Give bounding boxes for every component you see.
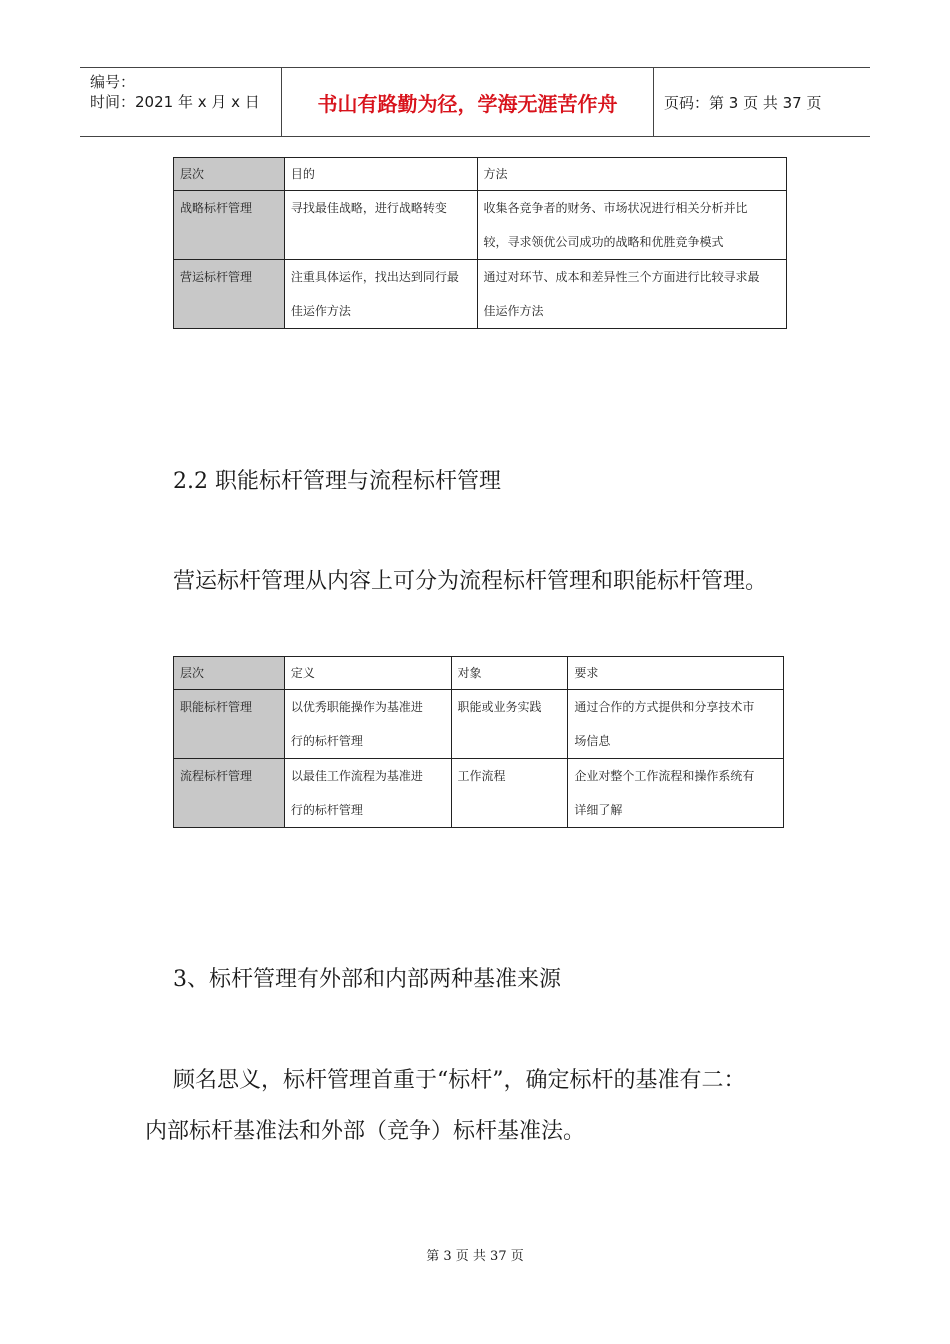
table-row [174, 690, 784, 759]
paragraph-benchmark-source-line-1: 顾名思义，标杆管理首重于“标杆”，确定标杆的基准有二： [173, 1068, 746, 1093]
cell-line: 以优秀职能操作为基准进 [290, 700, 423, 714]
table-header-cell: 要求 [568, 657, 784, 690]
cell-line: 较，寻求领优公司成功的战略和优胜竞争模式 [483, 235, 724, 249]
table-cell-level: 流程标杆管理 [174, 759, 285, 828]
table-header-cell: 层次 [174, 657, 285, 690]
paragraph-benchmark-source-line-2: 内部标杆基准法和外部（竞争）标杆基准法。 [145, 1119, 586, 1144]
table-cell-definition [284, 690, 451, 759]
cell-line: 行的标杆管理 [290, 734, 363, 748]
page-footer: 第 3 页 共 37 页 [426, 1249, 524, 1264]
table-cell-level: 营运标杆管理 [174, 260, 285, 329]
cell-line: 注重具体运作，找出达到同行最 [290, 270, 459, 284]
table-cell-level: 职能标杆管理 [174, 690, 285, 759]
table-cell-level: 战略标杆管理 [174, 191, 285, 260]
cell-line: 企业对整个工作流程和操作系统有 [574, 769, 755, 783]
table-header-cell: 定义 [284, 657, 451, 690]
table-header-cell: 方法 [477, 158, 786, 191]
table-header-row [174, 657, 784, 690]
table-header-row [174, 158, 787, 191]
table-header-cell: 对象 [451, 657, 568, 690]
cell-line: 行的标杆管理 [290, 803, 363, 817]
header-date-label: 时间：2021 年 x 月 x 日 [90, 93, 260, 111]
paragraph-operations: 营运标杆管理从内容上可分为流程标杆管理和职能标杆管理。 [173, 569, 768, 594]
cell-line: 工作流程 [457, 769, 506, 783]
header-motto: 书山有路勤为径，学海无涯苦作舟 [282, 68, 654, 136]
section-heading-3: 3、标杆管理有外部和内部两种基准来源 [173, 967, 561, 992]
cell-line: 场信息 [574, 734, 611, 748]
table-cell-object [451, 690, 568, 759]
table-cell-object [451, 759, 568, 828]
cell-line: 佳运作方法 [483, 304, 544, 318]
header-meta [80, 68, 282, 136]
table-strategy-levels [173, 157, 787, 329]
table-cell-requirement [568, 759, 784, 828]
table-cell-purpose [284, 191, 477, 260]
table-row [174, 759, 784, 828]
cell-line: 佳运作方法 [290, 304, 351, 318]
table-header-cell: 目的 [284, 158, 477, 191]
cell-line: 以最佳工作流程为基准进 [290, 769, 423, 783]
table-cell-requirement [568, 690, 784, 759]
table-row [174, 191, 787, 260]
header-number-label: 编号： [90, 73, 136, 91]
table-row [174, 260, 787, 329]
table-cell-definition [284, 759, 451, 828]
cell-line: 通过合作的方式提供和分享技术市 [574, 700, 755, 714]
table-benchmark-types [173, 656, 784, 828]
table-cell-method [477, 191, 786, 260]
section-heading-2-2: 2.2 职能标杆管理与流程标杆管理 [173, 469, 501, 494]
cell-line: 收集各竞争者的财务、市场状况进行相关分析并比 [483, 201, 748, 215]
table-cell-purpose [284, 260, 477, 329]
cell-line: 职能或业务实践 [457, 700, 542, 714]
cell-line: 详细了解 [574, 803, 623, 817]
table-header-cell: 层次 [174, 158, 285, 191]
table-cell-method [477, 260, 786, 329]
cell-line: 通过对环节、成本和差异性三个方面进行比较寻求最 [483, 270, 760, 284]
header-page-label: 页码：第 3 页 共 37 页 [664, 93, 822, 112]
page-header [80, 67, 870, 137]
cell-line: 寻找最佳战略，进行战略转变 [290, 201, 447, 215]
